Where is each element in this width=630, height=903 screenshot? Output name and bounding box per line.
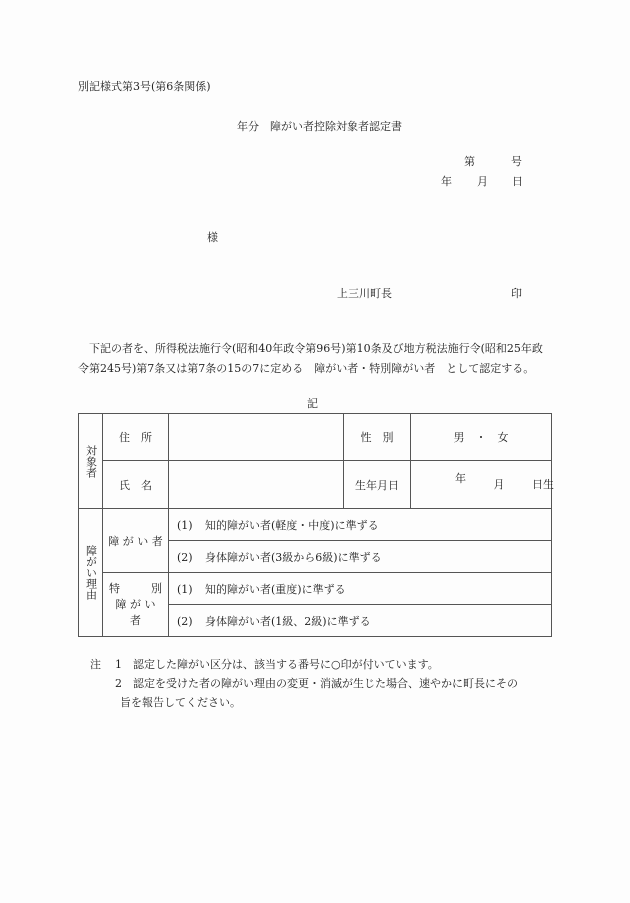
- item-number: (2): [177, 550, 193, 564]
- item-text: 身体障がい者(3級から6級)に準ずる: [205, 550, 382, 564]
- name-label: 氏 名: [103, 461, 169, 509]
- addressee-suffix: 様: [207, 231, 218, 244]
- group2-item-2[interactable]: [169, 605, 552, 637]
- document-title: 年分 障がい者控除対象者認定書: [237, 120, 402, 133]
- group2-label-b: 別: [151, 581, 162, 595]
- group2-label-line2: 障 が い 者: [115, 597, 156, 627]
- item-number: (2): [177, 614, 193, 628]
- issuer: 上三川町長: [337, 287, 392, 300]
- subject-header-cell: [79, 414, 103, 509]
- address-field[interactable]: [169, 414, 344, 461]
- dob-day: 日生: [532, 478, 554, 491]
- group2-item-1[interactable]: [169, 573, 552, 605]
- group1-item-1[interactable]: [169, 509, 552, 541]
- group1-label: 障 が い 者: [103, 509, 169, 573]
- number-dai: 第: [464, 155, 475, 168]
- name-field[interactable]: [169, 461, 344, 509]
- ki-heading: 記: [307, 397, 318, 410]
- reason-header-cell: [79, 509, 103, 637]
- date-day: 日: [512, 175, 523, 188]
- note-1-text: 認定した障がい区分は、該当する番号に○印が付いています。: [133, 658, 439, 671]
- certification-table: [78, 413, 552, 637]
- address-row: [79, 414, 552, 461]
- date-month: 月: [477, 175, 488, 188]
- reason-row: [79, 573, 552, 605]
- item-text: 身体障がい者(1級、2級)に準ずる: [205, 614, 371, 628]
- note-2-number: 2: [115, 677, 122, 690]
- item-number: (1): [177, 518, 193, 532]
- date-year: 年: [441, 175, 452, 188]
- note-1-number: 1: [115, 658, 122, 671]
- dob-month: 月: [493, 478, 505, 491]
- group2-label-a: 特: [109, 581, 120, 595]
- dob-field[interactable]: [411, 461, 552, 509]
- sex-options[interactable]: 男 ・ 女: [411, 414, 552, 461]
- group1-item-2[interactable]: [169, 541, 552, 573]
- number-go: 号: [511, 155, 522, 168]
- form-id: 別記様式第3号(第6条関係): [78, 80, 211, 93]
- note-prefix: 注: [90, 658, 101, 671]
- dob-year: 年: [455, 472, 466, 485]
- name-row: [79, 461, 552, 509]
- dob-label: 生年月日: [344, 461, 411, 509]
- sex-label: 性 別: [344, 414, 411, 461]
- reason-header: 障がい理由: [84, 545, 98, 600]
- item-number: (1): [177, 582, 193, 596]
- subject-header: 対象者: [84, 444, 98, 478]
- reason-row: [79, 509, 552, 541]
- note-2-continuation: 旨を報告してください。: [120, 696, 241, 709]
- group2-label: [103, 573, 169, 637]
- body-text: 下記の者を、所得税法施行令(昭和40年政令第96号)第10条及び地方税法施行令(昭和25年政令第245号)第7条又は第7条の15の7に定める 障がい者・特別障がい者 として認定する。: [78, 342, 543, 375]
- note-2-text: 認定を受けた者の障がい理由の変更・消滅が生じた場合、速やかに町長にその: [133, 677, 518, 690]
- address-label: 住 所: [103, 414, 169, 461]
- seal-mark: 印: [511, 287, 522, 300]
- item-text: 知的障がい者(重度)に準ずる: [205, 582, 346, 596]
- item-text: 知的障がい者(軽度・中度)に準ずる: [205, 518, 379, 532]
